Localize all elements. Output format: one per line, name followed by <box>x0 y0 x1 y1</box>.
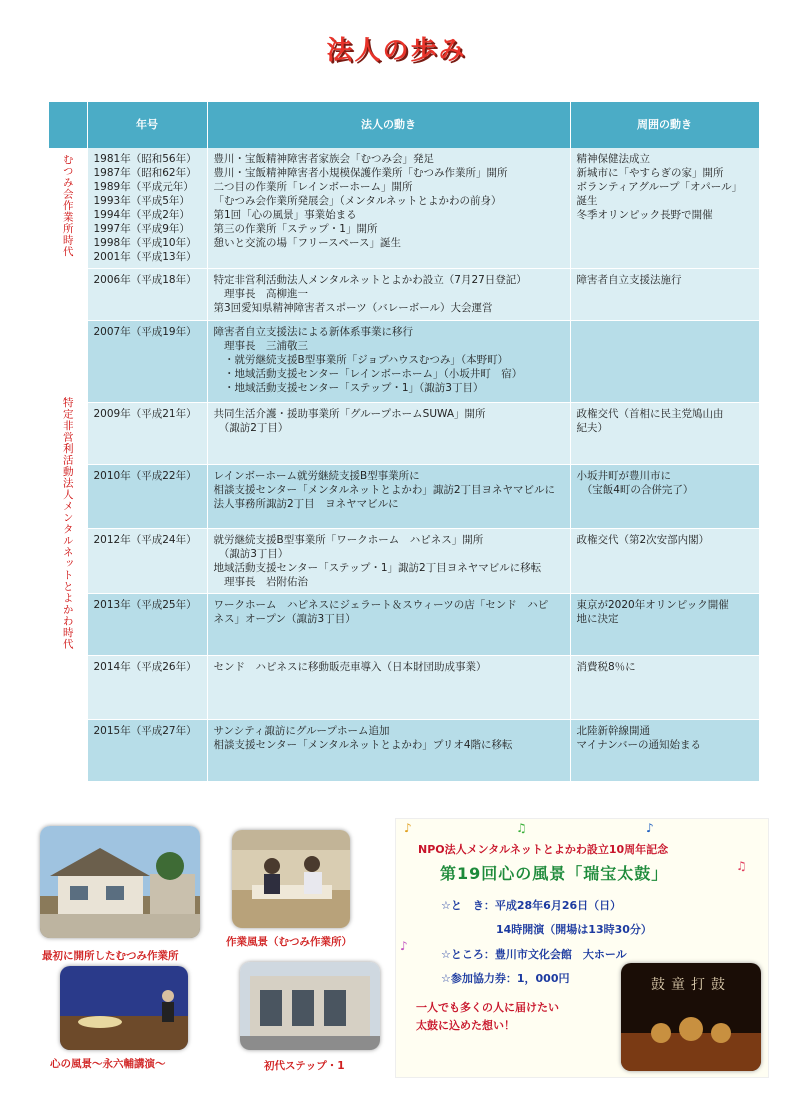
cell-line: 理事長 岩附佑治 <box>213 576 308 588</box>
year-cell: 2009年（平成21年） <box>87 403 207 465</box>
cell-line: （諏訪3丁目） <box>213 548 289 560</box>
table-row <box>49 465 759 529</box>
cell-line: 第3回愛知県精神障害者スポーツ（バレーボール）大会運営 <box>213 302 493 314</box>
env-cell <box>570 321 759 403</box>
cell-line: レインボーホーム就労継続支援B型事業所に <box>213 470 420 482</box>
cell-line: 誕生 <box>576 195 598 207</box>
table-row <box>49 403 759 465</box>
env-cell <box>570 656 759 720</box>
poster-time: 14時開演（開場は13時30分） <box>496 923 652 936</box>
corp-cell <box>207 465 570 529</box>
header-env: 周囲の動き <box>570 102 759 148</box>
taiko-banner-text: 鼓童打鼓 <box>651 977 731 993</box>
era-label <box>49 269 87 782</box>
cell-line: サンシティ諏訪にグループホーム追加 <box>213 725 390 737</box>
cell-line: （宝飯4町の合併完了） <box>576 484 694 496</box>
poster-message-2: 太鼓に込めた想い！ <box>416 1019 515 1032</box>
photo-work-scene <box>232 830 350 928</box>
cell-line: 相談支援センター「メンタルネットとよかわ」プリオ4階に移転 <box>213 739 513 751</box>
music-note-icon: ♫ <box>736 859 747 873</box>
table-row <box>49 594 759 656</box>
corp-cell <box>207 594 570 656</box>
cell-line: 二つ目の作業所「レインボーホーム」開所 <box>213 181 413 193</box>
music-note-icon: ♪ <box>400 939 408 953</box>
env-cell <box>570 269 759 321</box>
cell-line: 北陸新幹線開通 <box>576 725 650 737</box>
cell-line: センド ハピネスに移動販売車導入（日本財団助成事業） <box>213 661 487 673</box>
corp-cell <box>207 529 570 594</box>
era-label <box>49 148 87 269</box>
music-note-icon: ♪ <box>404 821 412 835</box>
photo-first-workshop <box>40 826 200 938</box>
cell-line: 1987年（昭和62年） <box>93 167 197 179</box>
photo-lecture <box>60 966 188 1050</box>
env-cell <box>570 465 759 529</box>
cell-line: 地に決定 <box>576 613 619 625</box>
year-cell: 2012年（平成24年） <box>87 529 207 594</box>
cell-line: 特定非営利活動法人メンタルネットとよかわ設立（7月27日登記） <box>213 274 527 286</box>
cell-line: 2001年（平成13年） <box>93 251 197 263</box>
photo-taiko <box>621 963 761 1071</box>
cell-line: 「むつみ会作業所発展会」（メンタルネットとよかわの前身） <box>213 195 502 207</box>
corp-cell <box>207 321 570 403</box>
poster-place: ☆ところ：豊川市文化会館 大ホール <box>441 948 627 961</box>
year-cell <box>87 148 207 269</box>
cell-line: 1994年（平成2年） <box>93 209 190 221</box>
year-cell: 2014年（平成26年） <box>87 656 207 720</box>
page-title: 法人の歩み <box>326 36 467 66</box>
history-table <box>49 102 760 782</box>
era1-label: むつみ会作業所時代 <box>61 154 74 258</box>
cell-line: 東京が2020年オリンピック開催 <box>576 599 729 611</box>
caption-lecture: 心の風景～永六輔講演～ <box>50 1058 166 1070</box>
cell-line: 冬季オリンピック長野で開催 <box>576 209 713 221</box>
caption-first-step1: 初代ステップ・1 <box>264 1060 345 1072</box>
cell-line: 新城市に「やすらぎの家」開所 <box>576 167 724 179</box>
cell-line: 障害者自立支援法施行 <box>576 274 682 286</box>
table-row <box>49 529 759 594</box>
cell-line: 共同生活介護・援助事業所「グループホームSUWA」開所 <box>213 408 486 420</box>
cell-line: ・地域活動支援センター「レインボーホーム」（小坂井町 宿） <box>213 368 523 380</box>
table-row <box>49 720 759 782</box>
cell-line: マイナンバーの通知始まる <box>576 739 702 751</box>
table-row <box>49 656 759 720</box>
env-cell <box>570 720 759 782</box>
poster-date: ☆と き：平成28年6月26日（日） <box>441 899 622 912</box>
poster-title: 第19回心の風景「瑞宝太鼓」 <box>440 864 669 883</box>
cell-line: 1998年（平成10年） <box>93 237 197 249</box>
cell-line: ・就労継続支援B型事業所「ジョブハウスむつみ」（本野町） <box>213 354 509 366</box>
cell-line: （諏訪2丁目） <box>213 422 289 434</box>
cell-line: 紀夫） <box>576 422 608 434</box>
cell-line: 消費税8％に <box>576 661 636 673</box>
cell-line: 1989年（平成元年） <box>93 181 194 193</box>
env-cell <box>570 148 759 269</box>
corp-cell <box>207 148 570 269</box>
cell-line: 理事長 高柳進一 <box>213 288 308 300</box>
caption-work-scene: 作業風景（むつみ作業所） <box>226 936 352 948</box>
cell-line: 政権交代（首相に民主党鳩山由 <box>576 408 724 420</box>
photo-first-step1 <box>240 962 380 1050</box>
table-row <box>49 321 759 403</box>
cell-line: ネス」オープン（諏訪3丁目） <box>213 613 356 625</box>
cell-line: 障害者自立支援法による新体系事業に移行 <box>213 326 413 338</box>
table-header <box>49 102 759 148</box>
cell-line: 第三の作業所「ステップ・1」開所 <box>213 223 378 235</box>
corp-cell <box>207 403 570 465</box>
caption-first-workshop: 最初に開所したむつみ作業所 <box>42 950 179 962</box>
cell-line: 相談支援センター「メンタルネットとよかわ」諏訪2丁目ヨネヤマビルに <box>213 484 556 496</box>
header-year: 年号 <box>87 102 207 148</box>
corp-cell <box>207 269 570 321</box>
env-cell <box>570 529 759 594</box>
cell-line: 理事長 三浦敬三 <box>213 340 308 352</box>
cell-line: 政権交代（第2次安部内閣） <box>576 534 710 546</box>
year-cell: 2007年（平成19年） <box>87 321 207 403</box>
corp-cell <box>207 656 570 720</box>
cell-line: 小坂井町が豊川市に <box>576 470 671 482</box>
poster-message-1: 一人でも多くの人に届けたい <box>416 1001 559 1014</box>
cell-line: 豊川・宝飯精神障害者家族会「むつみ会」発足 <box>213 153 434 165</box>
year-cell: 2015年（平成27年） <box>87 720 207 782</box>
cell-line: 豊川・宝飯精神障害者小規模保護作業所「むつみ作業所」開所 <box>213 167 508 179</box>
cell-line: 法人事務所諏訪2丁目 ヨネヤマビルに <box>213 498 399 510</box>
table-row <box>49 148 759 269</box>
cell-line: ワークホーム ハピネスにジェラート＆スウィーツの店「センド ハピ <box>213 599 549 611</box>
cell-line: 地域活動支援センター「ステップ・1」諏訪2丁目ヨネヤマビルに移転 <box>213 562 542 574</box>
cell-line: 憩いと交流の場「フリースペース」誕生 <box>213 237 402 249</box>
cell-line: 1981年（昭和56年） <box>93 153 197 165</box>
cell-line: 就労継続支援B型事業所「ワークホーム ハピネス」開所 <box>213 534 484 546</box>
event-poster <box>395 818 769 1078</box>
cell-line: 第1回「心の風景」事業始まる <box>213 209 357 221</box>
music-note-icon: ♫ <box>516 821 527 835</box>
music-note-icon: ♪ <box>646 821 654 835</box>
poster-subtitle: NPO法人メンタルネットとよかわ設立10周年記念 <box>418 843 669 856</box>
era2-label: 特定非営利活動法人メンタルネットとよかわ時代 <box>61 396 74 650</box>
cell-line: ボランティアグループ「オパール」 <box>576 181 743 193</box>
cell-line: ・地域活動支援センター「ステップ・1」（諏訪3丁目） <box>213 382 484 394</box>
year-cell: 2013年（平成25年） <box>87 594 207 656</box>
header-corp: 法人の動き <box>207 102 570 148</box>
table-row <box>49 269 759 321</box>
cell-line: 1997年（平成9年） <box>93 223 190 235</box>
year-cell: 2010年（平成22年） <box>87 465 207 529</box>
cell-line: 1993年（平成5年） <box>93 195 190 207</box>
poster-fee: ☆参加協力券：1，000円 <box>441 972 570 985</box>
year-cell: 2006年（平成18年） <box>87 269 207 321</box>
cell-line: 精神保健法成立 <box>576 153 650 165</box>
corp-cell <box>207 720 570 782</box>
env-cell <box>570 403 759 465</box>
env-cell <box>570 594 759 656</box>
header-era <box>49 102 87 148</box>
